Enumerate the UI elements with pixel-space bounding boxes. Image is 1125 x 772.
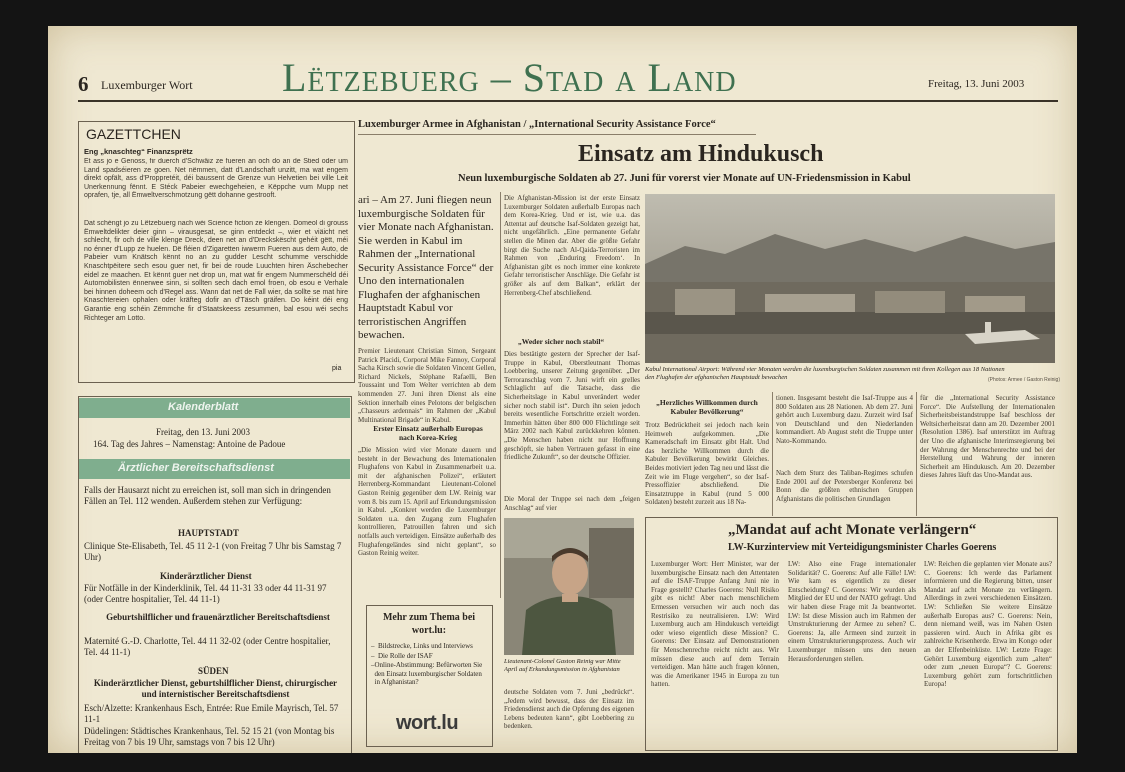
more-box-item[interactable] (371, 652, 488, 661)
airport-photo-illustration (645, 194, 1055, 363)
portrait-photo-illustration (504, 518, 634, 655)
bullet-icon: – (371, 661, 375, 669)
article-col4-body: tionen. Insgesamt besteht die Isaf-Truppe aus 4 800 Soldaten aus 28 Nationen. Ab dem 27. Juni gehört auch Luxemburg dazu. Zurzeit wird Isaf von Deutschland und den Niederlanden kommandiert. Ab August steht die Truppe unter Nato-Kommando. (776, 394, 913, 445)
article-col5-body: für die „International Security Assistance Force“. Die Aufstellung der Internationalen Sicherheitsbeistandstruppe Isaf beschloss der Weltsicherheitsrat dann am 20. Dezember 2001 (Resolution 1386). Isaf unterstützt im Auftrag der Uno die afghanische Interimsregierung bei der Wahrung der Menschenrechte und bei der Herstellung und Wahrung der inneren Sicherheit am Hindukusch. Am 20. Dezember dieses Jahres läuft das Uno-Mandat aus. (920, 394, 1055, 480)
issue-date: Freitag, 13. Juni 2003 (928, 78, 1025, 90)
esch-entry: Esch/Alzette: Krankenhaus Esch, Entrée: Rue Emile Mayrisch, Tel. 57 11-1 (84, 703, 339, 724)
portrait-caption: Lieutenant-Colonel Gaston Reinig war Mitte April auf Erkundungsmission in Afghanistan (504, 658, 621, 673)
interview-subhead: LW-Kurzinterview mit Verteidigungsminister Charles Goerens (728, 542, 997, 553)
more-box-item-label: Bildstrecke, Links und Interviews (378, 642, 473, 650)
article-col2-sub: „Weder sicher noch stabil“ (518, 337, 605, 346)
paper-name: Luxemburger Wort (101, 78, 193, 92)
article-col3-sub: „Herzliches Willkommen durch Kabuler Bevölkerung“ (656, 398, 758, 416)
sueden-heading: SÜDEN (198, 666, 229, 676)
dudelange-entry: Düdelingen: Städtisches Krankenhaus, Tel. 52 15 21 (von Montag bis Freitag von 7 bis 19 Uhr, samstags von 7 bis 12 Uhr) (84, 726, 335, 747)
kinder-entry: Für Notfälle in der Kinderklinik, Tel. 44 11-31 33 oder 44 11-31 97 (oder Centre hospitalier, Tel. 44 11-1) (84, 583, 327, 604)
article-subhead: Neun luxemburgische Soldaten ab 27. Juni für vorerst vier Monate auf UN-Friedensmission in Kabul (458, 173, 911, 184)
gazettchen-title: GAZETTCHEN (86, 126, 181, 142)
hauptstadt-heading: HAUPTSTADT (178, 528, 239, 538)
bullet-icon: – (371, 642, 375, 650)
service-header: Ärztlicher Bereitschaftsdienst (118, 462, 274, 474)
more-box-item[interactable] (371, 642, 488, 651)
column-rule-1 (500, 192, 501, 598)
article-col1-sub: Erster Einsatz außerhalb Europas nach Korea-Krieg (373, 424, 483, 442)
page-number: 6 (78, 72, 89, 96)
service-intro: Falls der Hausarzt nicht zu erreichen ist, soll man sich in dringenden Fällen an Tel. 112 wenden. Außerdem stehen zur Verfügung: (84, 485, 331, 506)
more-box-item-label: Die Rolle der ISAF (378, 651, 433, 660)
kicker-rule (358, 134, 756, 135)
column-rule-3 (916, 392, 917, 516)
article-col1-body2: „Die Mission wird vier Monate dauern und besteht in der Bewachung des Internationalen Flughafens von Kabul in Zusammenarbeit u.a. mit der afghanischen Polizei“, erläutert Herrenberg-Kommandant Lieutenant-Colonel Gaston Reinig gegenüber dem LW. Reinig war vom 8. bis zum 15. April auf Erkundungsmission in Kabul. „Konkret werden die Luxemburger Soldaten u.a. den Zugang zum Flughafen kontrollieren, Patrouillen fahren und sich notfalls auch verteidigen. Einsätze außerhalb des Flughafengeländes sind nicht geplant“, so Gaston Reinig weiter. (358, 446, 496, 558)
geburt-entry: Maternité G.-D. Charlotte, Tel. 44 11 32-02 (oder Centre hospitalier, Tel. 44 11-1) (84, 636, 331, 657)
wort-logo[interactable]: wort.lu (396, 712, 459, 734)
article-col2-body3: Die Moral der Truppe sei nach dem „feigen Anschlag“ auf vier (504, 495, 640, 512)
article-lead: ari – Am 27. Juni fliegen neun luxemburgische Soldaten für vier Monate nach Afghanistan. Sie werden in Kabul im Rahmen der „International Security Assistance Force“ der Uno den internationalen Flughafen der afghanischen Hauptstadt Kabul vor terroristischen Angriffen bewachen. (358, 194, 494, 341)
article-headline: Einsatz am Hindukusch (578, 141, 824, 167)
interview-headline: „Mandat auf acht Monate verlängern“ (728, 522, 977, 538)
more-box-list (371, 642, 488, 687)
gazettchen-headline: Eng „knaschteg“ Finanzsprëtz (84, 147, 193, 156)
article-col4-body2: Nach dem Sturz des Taliban-Regimes schufen Ende 2001 auf der Petersberger Konferenz bei Bonn die größten ethnischen Gruppen Afghanistans die politischen Grundlagen (776, 469, 913, 503)
photo-credit: (Photos: Armee / Gaston Reinig) (988, 377, 1060, 383)
newspaper-page (48, 26, 1077, 753)
interview-col-1: Luxemburger Wort: Herr Minister, war der luxemburgische Einsatz nach den Attentaten auf die ISAF-Truppe Anfang Juni nie in Frage gestellt? Charles Goerens: Null Risiko gibt es nicht! Aber nach menschlichem Ermessen versuchen wir auch noch das Restrisiko zu neutralisieren. LW: Wird Luxemburg auch am Hindukusch verteidigt oder wieso eigentlich diese Mission? C. Goerens: Der Einsatz auf Demonstrationen für Menschenrechte reicht nicht aus. Wir müssen diese auch auf dem Terrain verteidigen. Man hätte auch fragen können, was die Amerikaner 1945 in Europa zu tun hatten. (651, 560, 779, 689)
calendar-date-line: Freitag, den 13. Juni 2003 (156, 427, 250, 437)
section-title: Lëtzebuerg – Stad a Land (282, 55, 737, 100)
sued-heading: Kinderärztlicher Dienst, geburtshilflicher Dienst, chirurgischer und internistischer Bereitschaftsdienst (93, 678, 338, 699)
airport-photo-caption: Kabul International Airport: Während vier Monaten werden die luxemburgischen Soldaten zusammen mit ihren Kollegen aus 18 Nationen den Flughafen der afghanischen Hauptstadt bewachen (645, 366, 1005, 381)
column-rule-2 (772, 392, 773, 516)
interview-col-3: LW: Reichen die geplanten vier Monate aus? C. Goerens: Ich werde das Parlament informieren und die Regierung bitten, unser Mandat auf acht Monate zu verlängern. Allerdings in zwei verschiedenen Einsätzen. LW: Schließen Sie weitere Einsätze außerhalb Europas aus? C. Goerens: Nein, denn niemand weiß, was im Nahen Osten passieren wird. Auch in Afrika gibt es zahlreiche Krisenherde. Etwa im Kongo oder an der Elfenbeinküste. LW: Letzte Frage: Gehört Luxemburg eigentlich zum „alten“ oder zum „neuen Europa“? C. Goerens: Luxemburg gehört zum fortschrittlichen Europa! (924, 560, 1052, 689)
more-box-item-label: Online-Abstimmung: Befürworten Sie den Einsatz luxemburgischer Soldaten in Afghanistan? (374, 661, 483, 686)
calendar-header: Kalenderblatt (168, 401, 239, 413)
more-box-title: Mehr zum Thema bei wort.lu: (382, 612, 476, 636)
airport-photo (645, 194, 1055, 363)
bullet-icon: – (371, 651, 375, 660)
interview-col-2: LW: Also eine Frage internationaler Solidarität? C. Goerens: Auf alle Fälle! LW: Wie kam es eigentlich zu dieser Entscheidung? C. Goerens: Wir wurden als Mitglied der EU und der NATO gefragt. Und wir haben diese Frage mit Ja beantwortet. LW: Ist diese Mission auch im Rahmen der Umstrukturierung der Armee zu sehen? C. Goerens: Ja, alle Armeen sind zurzeit in einem Umstrukturierungsprozess. Auch wir Luxemburger müssen uns den neuen Herausforderungen stellen. (788, 560, 916, 663)
below-portrait-text: deutsche Soldaten vom 7. Juni „bedrückt“. „Jedem wird bewusst, dass der Einsatz im Friedensdienst auch die Opferung des eigenen Lebens bedeuten kann“, gibt Loebbering zu bedenken. (504, 688, 634, 731)
article-kicker: Luxemburger Armee in Afghanistan / „International Security Assistance Force“ (358, 119, 716, 130)
gazettchen-paragraph-2: Dat schéngt jo zu Lëtzebuerg nach wéi Science fiction ze klengen. Domeol di grouss Ëmweltdelikter deier ginn – virausgesat, se ginn entdeckt –, wier et viäicht net schlecht, fir och de ville klenge Dreck, deen net an d'Dreckskëscht gehéit gëtt, méi no énner d'Lupp ze huelen. Dë fléien d'Zigaretten iwwerm Fueren aus dem Auto, de Pabeier vum Knätsch kënnt no an zu gudder Lescht schumme verschidde Knaschtpëitere sech esou guer net, fir bei de roude Luuchten hiren Äschebecher eidel ze maachen. Et kënnt guer net drop un, mat wat fir engem Nummerschëld déi Automobilisten ënnerwee sinn, si sollten sech dach emol froen, ob esou e Verhale bei hinnen doheem och d'Regel ass. Wann dat net de Fall wier, da sollte se mat hire Knaschtereien ophalen oder kräfteg dofir an d'Täsch gräifen. Do kéint déi eng Garantie eng schéin Zëmmche fir d'Staatskeess zesummen, bal esou wéi sechs Richteger am Lotto. (84, 220, 348, 322)
masthead-rule (78, 100, 1058, 102)
kinder-heading: Kinderärztlicher Dienst (160, 571, 252, 581)
article-col1-body: Premier Lieutenant Christian Simon, Sergeant Patrick Placidi, Corporal Mike Fannoy, Corporal Sacha Kirsch sowie die Soldaten Vincent Gellen, Richard Nickels, Stéphane Rafaelli, Ben Toussaint und Tom Welter verrichten ab dem kommenden 27. Juni ihren Dienst als eine Sektion innerhalb eines Pelotons der belgischen „Chasseurs ardennais“ im Rahmen der „Kabul Multinational Brigade“ in Kabul. (358, 347, 496, 424)
gazettchen-signature: pia (332, 365, 342, 372)
article-col3-body: Trotz Bedrücktheit sei jedoch nach kein Heimweh aufgekommen. „Die Kameradschaft im Einsatz gibt Halt. Und das herzliche Willkommen durch die Kabuler Bevölkerung bewirkt Gleiches. Beides motiviert jeden Tag neu und lässt die Zeit wie im Fluge vergehen“, so der Isaf-Pressoffizier abschließend. Die Einsatztruppe in Kabul (rund 5 000 Soldaten) besteht zurzeit aus 18 Na- (645, 421, 769, 507)
portrait-photo (504, 518, 634, 655)
more-box-item[interactable] (371, 661, 488, 687)
gazettchen-paragraph-1: Et ass jo e Genoss, fir duerch d'Schwäiz ze fueren an och do an de Stied oder um Land spadséieren ze goen. Net nëmmen, datt d'Landschaft unzitt, ma wat engem direkt opfält, ass d'Proppretéit, déi baussent de Grenze vun Helvetien bei ville Leit Unerkennung fënnt. E Stéck Pabeier ewechgeheien, e Këppche vum Mupp net oprafen, tje, all Ëmweltverschmotzung gëtt dohanne gestrooft. (84, 158, 348, 200)
article-col2-body: Die Afghanistan-Mission ist der erste Einsatz Luxemburger Soldaten außerhalb Europas nach dem Korea-Krieg. Und er ist, wie u.a. das Attentat auf deutsche Isaf-Soldaten gezeigt hat, nicht ungefährlich. „Eine permanente Gefahr stellen die Minen dar. Aber die größte Gefahr birgt die Suche nach Al-Qaida-Terroristen im Rahmen von ‚Enduring Freedom‘. In Afghanistan gibt es noch immer eine konkrete Gefahr terroristischer Anschläge. Die Gefahr ist größer als auf dem Balkan“, erklärt der Herrenberg-Chef abschließend. (504, 194, 640, 297)
calendar-namestag-line: 164. Tag des Jahres – Namenstag: Antoine de Padoue (93, 439, 286, 449)
geburt-heading: Geburtshilflicher und frauenärztlicher Bereitschaftsdienst (106, 612, 330, 622)
article-col2-body2: Dies bestätigte gestern der Sprecher der Isaf-Truppe in Kabul, Oberstleutnant Thomas Loebbering, unserer Zeitung gegenüber. „Der Terroranschlag vom 7. Juni wirft ein grelles Schlaglicht auf die Tatsache, dass die Sicherheitslage in Kabul unverändert weder sicher noch stabil ist“. Durch ihn seien jedoch bereits wesentliche Fortschritte erzielt worden. Immerhin hätten über 800 000 Flüchtlinge seit März 2002 nach Kabul zurückkehren können. „Die Menschen haben nicht nur Hoffnung geschöpft, sie haben Vertrauen gefasst in eine friedliche Zukunft“, so der deutsche Offizier. (504, 350, 640, 462)
clinic-entry: Clinique Ste-Elisabeth, Tel. 45 11 2-1 (von Freitag 7 Uhr bis Samstag 7 Uhr) (84, 541, 342, 562)
